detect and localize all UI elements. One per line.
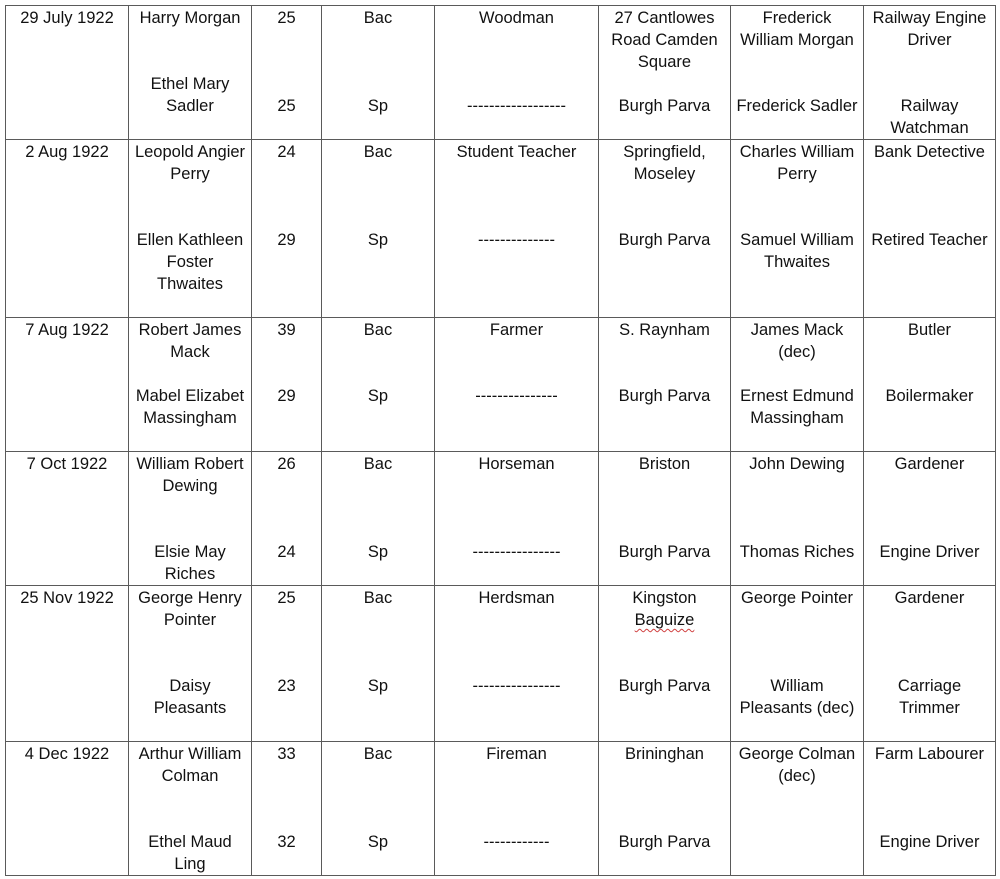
- groom-occupation: Woodman: [479, 9, 554, 27]
- groom-father-occupation: Railway Engine Driver: [872, 9, 987, 49]
- father-occupation-cell: [864, 140, 996, 318]
- register-row: [6, 452, 996, 586]
- groom-name: William Robert Dewing: [136, 455, 244, 495]
- groom-father: John Dewing: [749, 455, 845, 473]
- bride-name: Daisy Pleasants: [153, 677, 227, 717]
- bride-condition: Sp: [367, 97, 389, 115]
- bride-father-occupation: Railway Watchman: [890, 97, 969, 137]
- bride-residence: Burgh Parva: [618, 231, 711, 249]
- name-cell: [129, 452, 252, 586]
- father-cell: [731, 452, 864, 586]
- name-cell: [129, 586, 252, 742]
- father-cell: [731, 6, 864, 140]
- residence-cell: [599, 452, 731, 586]
- bride-condition: Sp: [367, 677, 389, 695]
- marriage-date: 7 Aug 1922: [6, 318, 129, 452]
- bride-name: Elsie May Riches: [154, 543, 226, 583]
- condition-cell: [322, 140, 435, 318]
- groom-father: George Pointer: [741, 589, 853, 607]
- bride-residence: Burgh Parva: [618, 543, 711, 561]
- groom-father: James Mack (dec): [750, 321, 844, 361]
- occupation-cell: [435, 742, 599, 876]
- bride-name: Ethel Mary Sadler: [150, 75, 230, 115]
- groom-condition: Bac: [363, 9, 393, 27]
- age-cell: [252, 140, 322, 318]
- bride-name: Mabel Elizabet Massingham: [135, 387, 245, 427]
- occupation-cell: [435, 586, 599, 742]
- father-occupation-cell: [864, 742, 996, 876]
- name-cell: [129, 318, 252, 452]
- father-occupation-cell: [864, 6, 996, 140]
- bride-father-occupation: Boilermaker: [885, 387, 974, 405]
- bride-residence: Burgh Parva: [618, 677, 711, 695]
- age-cell: [252, 6, 322, 140]
- bride-father-occupation: Carriage Trimmer: [897, 677, 962, 717]
- groom-residence: Kingston Baguize: [632, 589, 697, 629]
- name-cell: [129, 140, 252, 318]
- bride-age: 29: [277, 231, 296, 249]
- bride-age: 24: [277, 543, 296, 561]
- bride-father: William Pleasants (dec): [739, 677, 855, 717]
- residence-cell: [599, 318, 731, 452]
- groom-condition: Bac: [363, 143, 393, 161]
- bride-residence: Burgh Parva: [618, 387, 711, 405]
- occupation-cell: [435, 318, 599, 452]
- bride-father-occupation: Engine Driver: [879, 543, 980, 561]
- bride-residence: Burgh Parva: [618, 97, 711, 115]
- groom-occupation: Fireman: [486, 745, 547, 763]
- age-cell: [252, 586, 322, 742]
- bride-occupation: ---------------: [475, 387, 558, 405]
- groom-age: 26: [277, 455, 296, 473]
- groom-father-occupation: Farm Labourer: [874, 745, 985, 763]
- bride-residence: Burgh Parva: [618, 833, 711, 851]
- father-occupation-cell: [864, 586, 996, 742]
- condition-cell: [322, 452, 435, 586]
- bride-age: 25: [277, 97, 296, 115]
- groom-father: George Colman (dec): [738, 745, 856, 785]
- groom-condition: Bac: [363, 745, 393, 763]
- bride-condition: Sp: [367, 543, 389, 561]
- bride-father: Samuel William Thwaites: [740, 231, 854, 271]
- bride-age: 32: [277, 833, 296, 851]
- groom-residence: S. Raynham: [619, 321, 710, 339]
- residence-cell: [599, 6, 731, 140]
- bride-father: Frederick Sadler: [736, 97, 858, 115]
- age-cell: [252, 742, 322, 876]
- condition-cell: [322, 742, 435, 876]
- marriage-date: 7 Oct 1922: [6, 452, 129, 586]
- residence-cell: [599, 742, 731, 876]
- name-cell: [129, 742, 252, 876]
- register-row: [6, 6, 996, 140]
- marriage-date: 4 Dec 1922: [6, 742, 129, 876]
- bride-name: Ethel Maud Ling: [148, 833, 232, 873]
- groom-condition: Bac: [363, 589, 393, 607]
- groom-occupation: Horseman: [478, 455, 555, 473]
- bride-father: Thomas Riches: [739, 543, 855, 561]
- groom-age: 33: [277, 745, 296, 763]
- name-cell: [129, 6, 252, 140]
- bride-father-occupation: Retired Teacher: [871, 231, 988, 249]
- bride-name: Ellen Kathleen Foster Thwaites: [136, 231, 244, 293]
- occupation-cell: [435, 452, 599, 586]
- groom-father: Frederick William Morgan: [740, 9, 854, 49]
- marriage-date: 29 July 1922: [6, 6, 129, 140]
- register-row: [6, 586, 996, 742]
- groom-name: Arthur William Colman: [138, 745, 242, 785]
- father-occupation-cell: [864, 452, 996, 586]
- groom-name: Robert James Mack: [138, 321, 242, 361]
- residence-cell: [599, 140, 731, 318]
- groom-age: 25: [277, 589, 296, 607]
- bride-condition: Sp: [367, 387, 389, 405]
- groom-father-occupation: Gardener: [894, 455, 965, 473]
- groom-residence: 27 Cantlowes Road Camden Square: [611, 9, 718, 71]
- marriage-date: 2 Aug 1922: [6, 140, 129, 318]
- register-row: [6, 742, 996, 876]
- groom-age: 25: [277, 9, 296, 27]
- register-row: [6, 140, 996, 318]
- bride-occupation: ------------: [483, 833, 550, 851]
- bride-father-occupation: Engine Driver: [879, 833, 980, 851]
- marriage-date: 25 Nov 1922: [6, 586, 129, 742]
- groom-father: Charles William Perry: [739, 143, 855, 183]
- bride-occupation: ------------------: [467, 97, 566, 115]
- groom-age: 39: [277, 321, 296, 339]
- occupation-cell: [435, 6, 599, 140]
- groom-name: George Henry Pointer: [138, 589, 242, 629]
- father-cell: [731, 140, 864, 318]
- father-occupation-cell: [864, 318, 996, 452]
- groom-residence: Brininghan: [625, 745, 704, 763]
- groom-father-occupation: Butler: [907, 321, 952, 339]
- bride-condition: Sp: [367, 833, 389, 851]
- occupation-cell: [435, 140, 599, 318]
- groom-residence: Briston: [638, 455, 691, 473]
- age-cell: [252, 452, 322, 586]
- groom-name: Harry Morgan: [139, 9, 241, 27]
- bride-father: Ernest Edmund Massingham: [740, 387, 854, 427]
- condition-cell: [322, 6, 435, 140]
- bride-age: 29: [277, 387, 296, 405]
- groom-occupation: Student Teacher: [456, 143, 577, 161]
- bride-condition: Sp: [367, 231, 389, 249]
- residence-cell: [599, 586, 731, 742]
- groom-father-occupation: Gardener: [894, 589, 965, 607]
- groom-residence: Springfield, Moseley: [623, 143, 706, 183]
- groom-age: 24: [277, 143, 296, 161]
- condition-cell: [322, 586, 435, 742]
- bride-occupation: ----------------: [472, 677, 561, 695]
- groom-name: Leopold Angier Perry: [134, 143, 246, 183]
- condition-cell: [322, 318, 435, 452]
- bride-occupation: ----------------: [472, 543, 561, 561]
- groom-condition: Bac: [363, 455, 393, 473]
- father-cell: [731, 318, 864, 452]
- groom-occupation: Farmer: [489, 321, 544, 339]
- register-row: [6, 318, 996, 452]
- father-cell: [731, 742, 864, 876]
- age-cell: [252, 318, 322, 452]
- groom-occupation: Herdsman: [478, 589, 555, 607]
- marriage-register-table: [5, 5, 996, 876]
- father-cell: [731, 586, 864, 742]
- groom-father-occupation: Bank Detective: [874, 143, 985, 161]
- bride-age: 23: [277, 677, 296, 695]
- groom-condition: Bac: [363, 321, 393, 339]
- bride-occupation: --------------: [478, 231, 555, 249]
